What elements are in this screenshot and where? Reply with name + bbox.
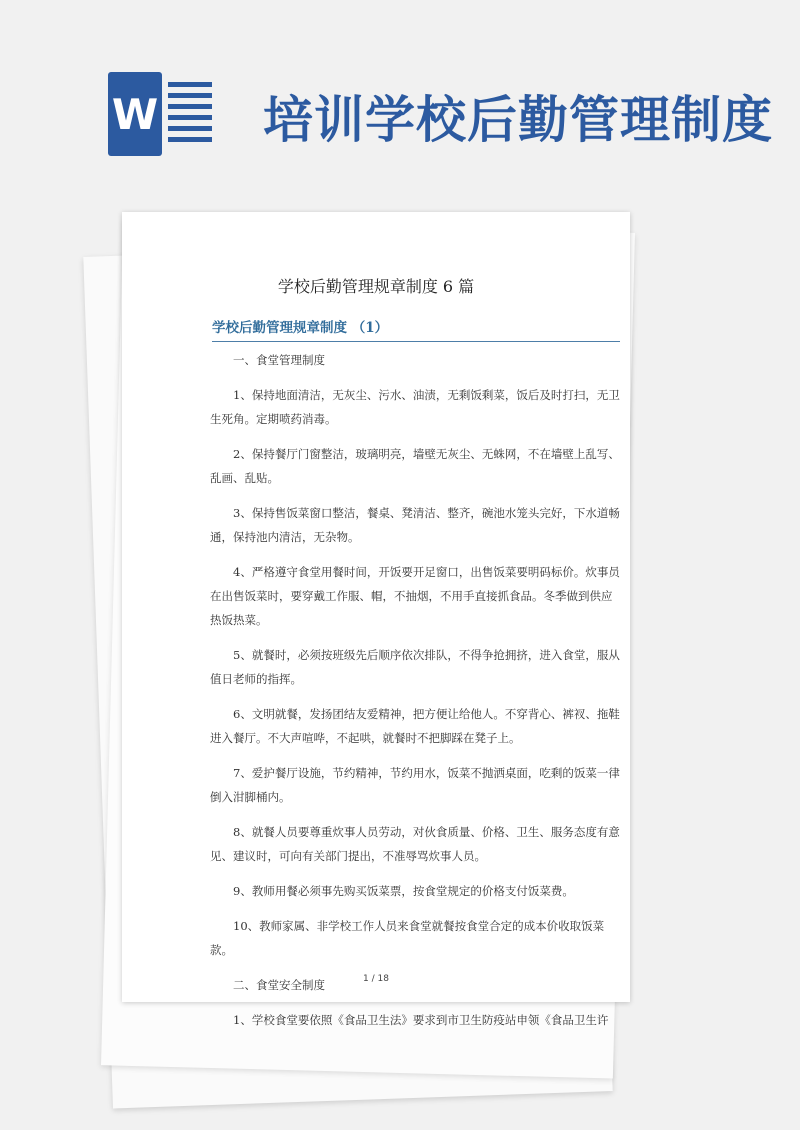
word-logo-letter: W	[108, 72, 162, 156]
paragraph-1: 1、保持地面清洁，无灰尘、污水、油渍，无剩饭剩菜，饭后及时打扫，无卫生死角。定期喷药消毒。	[210, 388, 620, 426]
document-title: 学校后勤管理规章制度 6 篇	[277, 277, 475, 296]
paragraph-3: 3、保持售饭菜窗口整洁，餐桌、凳清洁、整齐，碗池水笼头完好，下水道畅通，保持池内清洁，无杂物。	[210, 506, 620, 544]
document-body	[210, 348, 620, 1043]
paragraph-9: 9、教师用餐必须事先购买饭菜票，按食堂规定的价格支付饭菜费。	[233, 884, 574, 898]
paragraph-4: 4、严格遵守食堂用餐时间，开饭要开足窗口，出售饭菜要明码标价。炊事员在出售饭菜时，要穿戴工作服、帽，不抽烟，不用手直接抓食品。冬季做到供应热饭热菜。	[210, 565, 620, 627]
heading-canteen-safety: 二、食堂安全制度	[233, 978, 325, 992]
paragraph-8: 8、就餐人员要尊重炊事人员劳动，对伙食质量、价格、卫生、服务态度有意见、建议时，可向有关部门提出，不准辱骂炊事人员。	[210, 825, 620, 863]
paragraph-safety-1: 1、学校食堂要依照《食品卫生法》要求到市卫生防疫站申领《食品卫生许	[233, 1013, 609, 1027]
banner	[0, 0, 800, 200]
document-page	[122, 212, 630, 1027]
word-document-icon	[108, 72, 212, 156]
word-logo-lines	[168, 82, 212, 148]
page-number: 1 / 18	[363, 974, 389, 984]
paragraph-10: 10、教师家属、非学校工作人员来食堂就餐按食堂合定的成本价收取饭菜款。	[210, 919, 605, 957]
paragraph-6: 6、文明就餐，发扬团结友爱精神，把方便让给他人。不穿背心、裤衩、拖鞋进入餐厅。不大声喧哗，不起哄，就餐时不把脚踩在凳子上。	[210, 707, 620, 745]
section-heading: 学校后勤管理规章制度 （1）	[212, 316, 620, 342]
paragraph-7: 7、爱护餐厅设施，节约精神，节约用水，饭菜不抛洒桌面，吃剩的饭菜一律倒入泔脚桶内。	[210, 766, 620, 804]
paragraph-5: 5、就餐时，必须按班级先后顺序依次排队，不得争抢拥挤，进入食堂，服从值日老师的指挥。	[210, 648, 620, 686]
paragraph-2: 2、保持餐厅门窗整洁，玻璃明亮，墙壁无灰尘、无蛛网，不在墙壁上乱写、乱画、乱贴。	[210, 447, 620, 485]
heading-canteen-management: 一、食堂管理制度	[233, 353, 325, 367]
banner-title: 培训学校后勤管理制度	[263, 91, 773, 149]
